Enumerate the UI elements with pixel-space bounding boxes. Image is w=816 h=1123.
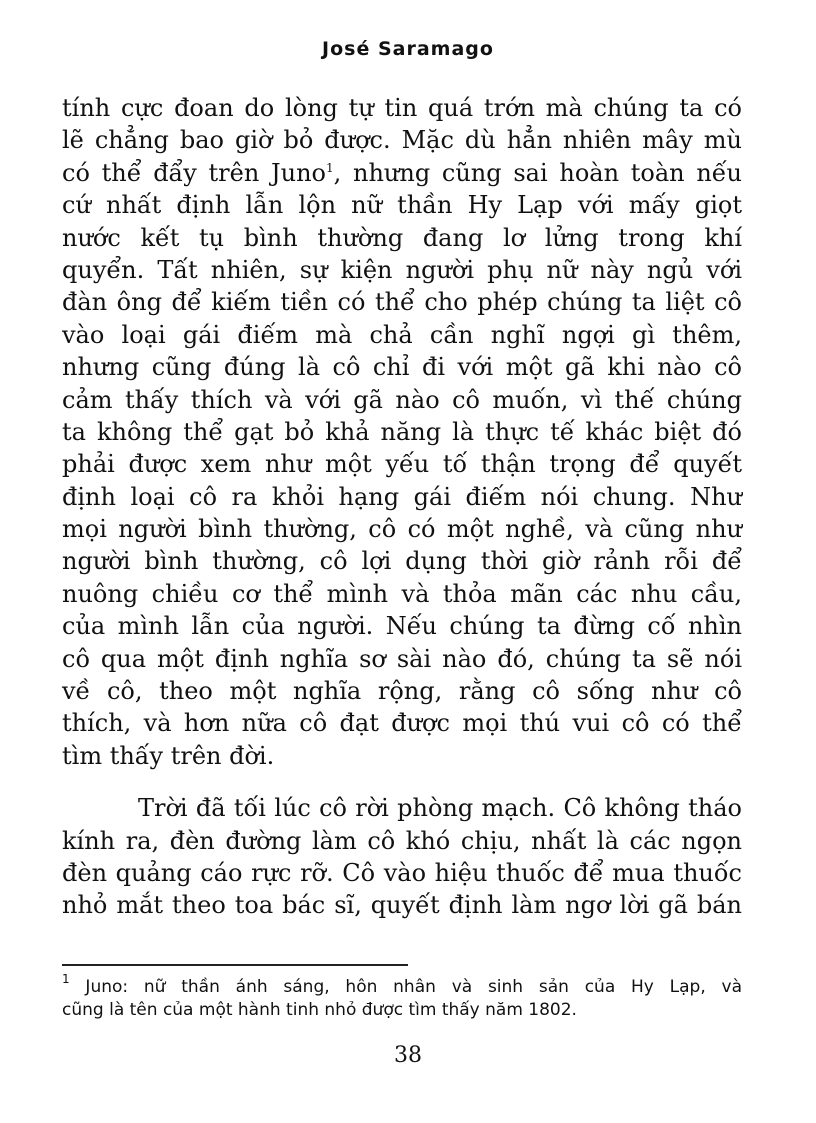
text-line: định loại cô ra khỏi hạng gái điếm nói chung. Như — [62, 482, 742, 511]
text-line: nuông chiều cơ thể mình và thỏa mãn các nhu cầu, — [62, 579, 742, 608]
text-segment: có thể đẩy trên Juno — [62, 158, 327, 187]
text-line: Trời đã tối lúc cô rời phòng mạch. Cô không tháo — [138, 794, 742, 823]
text-line: của mình lẫn của người. Nếu chúng ta đừng cố nhìn — [62, 612, 742, 641]
text-line: tính cực đoan do lòng tự tin quá trớn mà chúng ta có — [62, 94, 742, 122]
text-line: kính ra, đèn đường làm cô khó chịu, nhất là các ngọn — [62, 826, 742, 855]
body-text — [62, 92, 742, 922]
footnote-reference: 1 — [326, 160, 334, 175]
text-line: người bình thường, cô lợi dụng thời giờ rảnh rỗi để — [62, 547, 742, 576]
text-segment: , nhưng cũng sai hoàn toàn nếu — [333, 158, 742, 187]
text-line: lẽ chẳng bao giờ bỏ được. Mặc dù hẳn nhiên mây mù — [62, 126, 742, 155]
text-line: quyển. Tất nhiên, sự kiện người phụ nữ này ngủ với — [62, 255, 742, 284]
text-line: về cô, theo một nghĩa rộng, rằng cô sống như cô — [62, 677, 742, 706]
text-line: đàn ông để kiếm tiền có thể cho phép chúng ta liệt cô — [62, 288, 742, 317]
text-line: cô qua một định nghĩa sơ sài nào đó, chúng ta sẽ nói — [62, 644, 742, 673]
text-line: vào loại gái điếm mà chả cần nghĩ ngợi gì thêm, — [62, 320, 742, 349]
paragraph-gap — [62, 772, 742, 792]
text-line: cảm thấy thích và với gã nào cô muốn, vì thế chúng — [62, 385, 742, 414]
footnote-marker: 1 — [62, 972, 70, 986]
footnote-line — [62, 972, 742, 999]
footnote — [62, 972, 742, 1022]
text-line: nước kết tụ bình thường đang lơ lửng trong khí — [62, 223, 742, 252]
footnote-separator — [62, 964, 408, 966]
text-line — [62, 157, 742, 189]
running-header-author: José Saramago — [322, 38, 494, 60]
page-number: 38 — [394, 1043, 422, 1068]
text-line: đèn quảng cáo rực rỡ. Cô vào hiệu thuốc để mua thuốc — [62, 858, 742, 887]
text-line: mọi người bình thường, cô có một nghề, và cũng như — [62, 515, 742, 544]
text-line: nhỏ mắt theo toa bác sĩ, quyết định làm ngơ lời gã bán — [62, 891, 742, 920]
footnote-text: Juno: nữ thần ánh sáng, hôn nhân và sinh sản của Hy Lạp, và — [69, 977, 742, 997]
text-line: tìm thấy trên đời. — [62, 741, 275, 770]
text-line: cứ nhất định lẫn lộn nữ thần Hy Lạp với mấy giọt — [62, 191, 742, 220]
footnote-line: cũng là tên của một hành tinh nhỏ được tìm thấy năm 1802. — [62, 1000, 577, 1020]
text-line: nhưng cũng đúng là cô chỉ đi với một gã khi nào cô — [62, 353, 742, 382]
text-line: thích, và hơn nữa cô đạt được mọi thú vui cô có thể — [62, 709, 742, 738]
text-line: ta không thể gạt bỏ khả năng là thực tế khác biệt đó — [62, 417, 742, 446]
text-line: phải được xem như một yếu tố thận trọng để quyết — [62, 450, 742, 479]
